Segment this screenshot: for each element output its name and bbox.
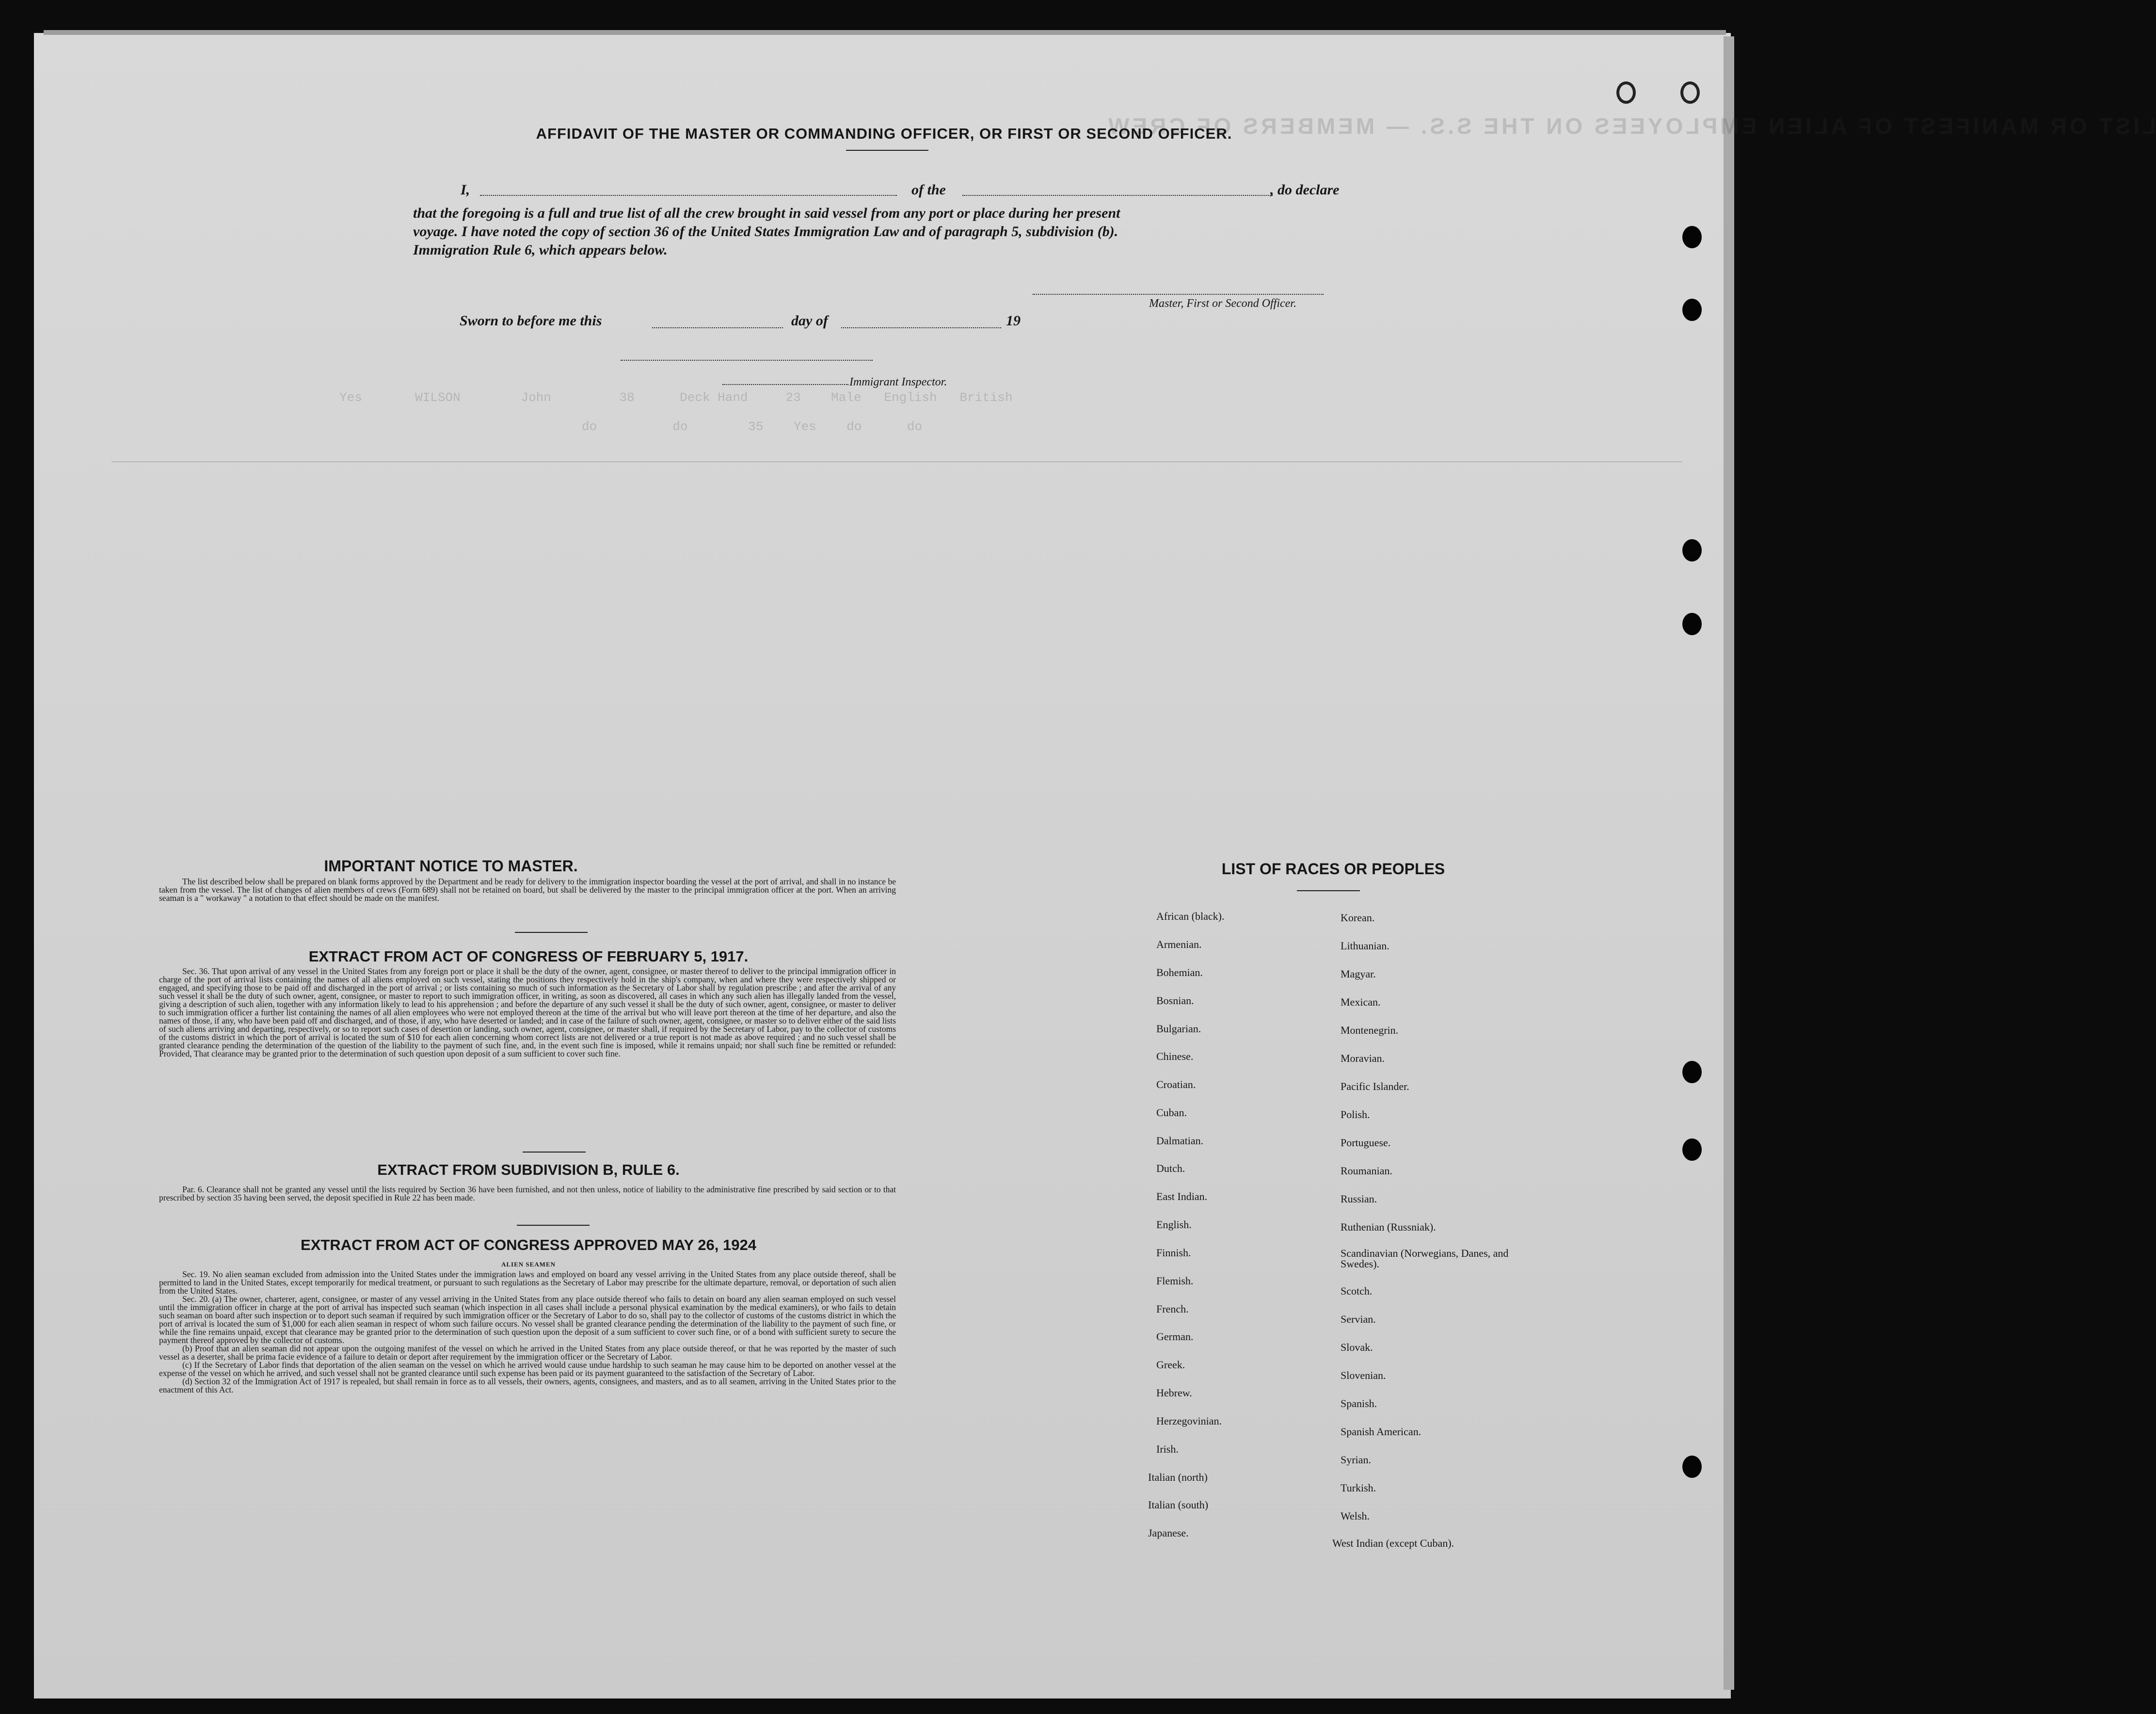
binder-hole	[1682, 613, 1702, 635]
race-item: Magyar.	[1341, 968, 1376, 980]
race-item: West Indian (except Cuban).	[1332, 1537, 1454, 1549]
race-item: English.	[1156, 1218, 1192, 1231]
affidavit-declare-label: , do declare	[1270, 182, 1340, 198]
page-edge-right	[1724, 36, 1734, 1690]
race-item: Scandinavian (Norwegians, Danes, and Swedes).	[1341, 1247, 1509, 1270]
races-underline	[1297, 890, 1360, 891]
race-item: Turkish.	[1341, 1482, 1376, 1494]
race-item: Irish.	[1156, 1443, 1179, 1455]
race-item: Polish.	[1341, 1108, 1370, 1121]
race-item: Bohemian.	[1156, 966, 1203, 978]
race-item: Bulgarian.	[1156, 1023, 1201, 1035]
sworn-label: Sworn to before me this	[460, 313, 602, 329]
notice-title: IMPORTANT NOTICE TO MASTER.	[324, 857, 578, 875]
inspector-label: Immigrant Inspector.	[849, 376, 947, 388]
race-item: Greek.	[1156, 1359, 1185, 1371]
extract-1924-sec20c: (c) If the Secretary of Labor finds that deportation of the alien seaman on the vessel on which he arrived would cause undue hardship to such seaman he may cause him to be deported on another vessel at the expense of the vessel on which he arrived, and such vessel shall not be granted clearance until such expense has been paid or its payment guaranteed to the satisfaction of the Secretary of Labor.	[159, 1360, 896, 1378]
bleed-through-text: LIST OR MANIFEST OF ALIEN EMPLOYEES ON THE S.S. — MEMBERS OF CREW	[1105, 113, 2156, 139]
binder-hole	[1682, 539, 1702, 561]
race-item: Slovak.	[1341, 1341, 1373, 1353]
inspector-signature-field[interactable]	[621, 360, 873, 361]
race-item: Italian (north)	[1148, 1471, 1208, 1483]
affidavit-i-label: I,	[461, 182, 470, 198]
binder-hole	[1682, 299, 1702, 321]
race-item: Armenian.	[1156, 938, 1202, 950]
race-item: Lithuanian.	[1341, 940, 1389, 952]
extract-1924-subtitle: ALIEN SEAMEN	[501, 1261, 556, 1268]
notice-paragraph: The list described below shall be prepared on blank forms approved by the Department and be ready for delivery to the immigration inspector boarding the vessel at the port of arrival, and shall in no instance be taken from the vessel. The list of changes of alien members of crews (Form 689) shall not be retained on board, but shall be delivered by the master to the principal immigration officer at the port. When an arriving seaman is a " workaway " a notation to that effect should be made on the manifest.	[159, 877, 896, 903]
extract-1924-sec19: Sec. 19. No alien seaman excluded from admission into the United States under the immigration laws and employed on board any vessel arriving in the United States from any place outside thereof, shall be permitted to land in the United States, except temporarily for medical treatment, or pursuant to such regulations as the Secretary of Labor may prescribe for the ultimate departure, removal, or deportation of such alien from the United States.	[159, 1269, 896, 1296]
race-item: Roumanian.	[1341, 1165, 1392, 1177]
race-item: Cuban.	[1156, 1106, 1187, 1119]
extract-1924-sec20d: (d) Section 32 of the Immigration Act of 1917 is repealed, but shall remain in force as to all vessels, their owners, agents, consignees, and masters, and as to all seamen, arriving in the United States prior to the enactment of this Act.	[159, 1377, 896, 1394]
extract-1924-sec20b: (b) Proof that an alien seaman did not appear upon the outgoing manifest of the vessel on which he arrived in the United States from any place outside thereof, or that he was reported by the master of such vessel as a deserter, shall be prima facie evidence of a failure to detain or deport after requirement by the immigration officer or the Secretary of Labor.	[159, 1344, 896, 1362]
affidavit-of-the-label: of the	[911, 182, 946, 198]
race-item: German.	[1156, 1330, 1194, 1343]
extract-1917-title: EXTRACT FROM ACT OF CONGRESS OF FEBRUARY 5, 1917.	[308, 948, 749, 965]
race-item: Mexican.	[1341, 996, 1381, 1008]
race-item: Moravian.	[1341, 1052, 1385, 1064]
race-item: Bosnian.	[1156, 994, 1194, 1007]
race-item: Portuguese.	[1341, 1137, 1391, 1149]
extract-1924-body	[159, 1270, 896, 1394]
race-item: Korean.	[1341, 912, 1375, 924]
race-item: Russian.	[1341, 1193, 1377, 1205]
race-item: Syrian.	[1341, 1454, 1371, 1466]
year-label: 19	[1006, 313, 1021, 329]
affidavit-text-line-2: voyage. I have noted the copy of section 36 of the United States Immigration Law and of paragraph 5, subdivision (b).	[413, 224, 1118, 240]
races-title: LIST OF RACES OR PEOPLES	[1221, 860, 1445, 878]
race-item: Chinese.	[1156, 1050, 1194, 1062]
race-item: African (black).	[1156, 910, 1225, 922]
race-item: Slovenian.	[1341, 1369, 1386, 1381]
notice-body	[159, 878, 896, 902]
extract-rule6-paragraph: Par. 6. Clearance shall not be granted any vessel until the lists required by Section 36 have been furnished, and not then unless, notice of liability to the administrative fine prescribed by said section or to that prescribed by section 35 having been served, the deposit specified in Rule 22 has been made.	[159, 1185, 896, 1202]
binder-hole	[1682, 1456, 1702, 1478]
binder-hole	[1680, 81, 1700, 104]
extract-rule6-title: EXTRACT FROM SUBDIVISION B, RULE 6.	[377, 1161, 680, 1178]
section-divider	[523, 1152, 586, 1153]
binder-hole	[1682, 1138, 1702, 1161]
race-item: Pacific Islander.	[1341, 1080, 1409, 1092]
sworn-day-field[interactable]	[652, 327, 783, 328]
inspector-signature-field-2[interactable]	[722, 384, 848, 385]
binder-hole	[1616, 81, 1636, 104]
affidavit-title: AFFIDAVIT OF THE MASTER OR COMMANDING OFFICER, OR FIRST OR SECOND OFFICER.	[536, 125, 1232, 142]
race-item: Finnish.	[1156, 1247, 1191, 1259]
master-signature-field[interactable]	[1033, 294, 1324, 295]
sworn-month-field[interactable]	[841, 327, 1001, 328]
race-item: East Indian.	[1156, 1190, 1208, 1202]
section-divider	[515, 932, 588, 933]
section-divider	[517, 1225, 590, 1226]
race-item: Scotch.	[1341, 1285, 1373, 1297]
race-item: Dalmatian.	[1156, 1135, 1204, 1147]
affidavit-text-line-3: Immigration Rule 6, which appears below.	[413, 242, 668, 258]
vessel-field[interactable]	[962, 195, 1273, 196]
page-edge-top	[44, 30, 1726, 35]
affidavit-text-line-1: that the foregoing is a full and true list of all the crew brought in said vessel from any port or place during her present	[413, 205, 1120, 221]
race-item: Spanish.	[1341, 1397, 1377, 1410]
race-item: Flemish.	[1156, 1275, 1194, 1287]
race-item: Welsh.	[1341, 1510, 1370, 1522]
race-item: French.	[1156, 1303, 1189, 1315]
extract-1917-body	[159, 967, 896, 1058]
race-item: Hebrew.	[1156, 1387, 1192, 1399]
race-item: Spanish American.	[1341, 1426, 1421, 1438]
race-item: Dutch.	[1156, 1162, 1185, 1174]
master-signature-label: Master, First or Second Officer.	[1149, 297, 1296, 310]
race-item: Servian.	[1341, 1313, 1376, 1325]
bleed-through-rows: Yes WILSON John 38 Deck Hand 23 Male English British do do 35 Yes do do	[339, 390, 1013, 434]
race-item: Croatian.	[1156, 1078, 1196, 1090]
race-item: Japanese.	[1148, 1527, 1189, 1539]
extract-1924-title: EXTRACT FROM ACT OF CONGRESS APPROVED MAY 26, 1924	[301, 1236, 756, 1253]
title-underline	[846, 150, 928, 151]
extract-1917-paragraph: Sec. 36. That upon arrival of any vessel in the United States from any foreign port or place it shall be the duty of the owner, agent, consignee, or master thereof to deliver to the principal immigration officer in charge of the port of arrival lists containing the names of all aliens employed on such vessel, stating the positions they respectively hold in the ship's company, when and where they were respectively shipped or engaged, and specifying those to be paid off and discharged in the port of arrival ; or lists containing so much of such information as the Secretary of Labor shall by regulation prescribe ; and after the arrival of any such vessel it shall be the duty of such owner, agent, consignee, or master to report to such immigration officer, in writing, as soon as discovered, all cases in which any such alien has illegally landed from the vessel, giving a description of such alien, together with any information likely to lead to his apprehension ; and before the departure of any such vessel it shall be the duty of such owner, agent, consignee, or master to deliver to such immigration officer a further list containing the names of all alien employees who were not employed thereon at the time of the arrival but who will leave port thereon at the time of her departure, and also the names of those, if any, who have been paid off and discharged, and of those, if any, who have deserted or landed; and in case of the failure of such owner, agent, consignee, or master so to deliver either of the said lists of such aliens arriving and departing, respectively, or so to report such cases of desertion or landing, such owner, agent, consignee, or master shall, if required by the Secretary of Labor, pay to the collector of customs of the customs district in which the port of arrival is located the sum of $10 for each alien concerning whom correct lists are not delivered or a true report is not made as above required ; and no such vessel shall be granted clearance pending the determination of the question of the liability to the payment of such fine, and, in the event such fine is imposed, while it remains unpaid; nor shall such fine be remitted or refunded: Provided, That clearance may be granted prior to the determination of such question upon deposit of a sum sufficient to cover such fine.	[159, 966, 896, 1058]
race-item: Herzegovinian.	[1156, 1415, 1222, 1427]
day-of-label: day of	[791, 313, 828, 329]
race-item: Montenegrin.	[1341, 1024, 1399, 1036]
extract-1924-sec20a: Sec. 20. (a) The owner, charterer, agent, consignee, or master of any vessel arriving in the United States from any place outside thereof who fails to detain on board any alien seaman employed on such vessel until the immigration officer in charge at the port of arrival has inspected such seaman (which inspection in all cases shall include a personal physical examination by the medical examiners), or who fails to detain such seaman on board after such inspection or to deport such seaman if required by such immigration officer or the Secretary of Labor to do so, shall pay to the collector of customs of the customs district in which the port of arrival is located the sum of $1,000 for each alien seaman in respect of whom such failure occurs. No vessel shall be granted clearance pending the determination of the liability to the payment of such fine, or while the fine remains unpaid, except that clearance may be granted prior to the determination of such question upon the deposit of a sum sufficient to cover such fine, or of a bond with sufficient surety to secure the payment thereof approved by the collector of customs.	[159, 1294, 896, 1345]
race-item: Ruthenian (Russniak).	[1341, 1221, 1436, 1233]
binder-hole	[1682, 1061, 1702, 1083]
race-item: Italian (south)	[1148, 1499, 1209, 1511]
extract-rule6-body	[159, 1185, 896, 1202]
binder-hole	[1682, 226, 1702, 248]
name-field[interactable]	[480, 195, 897, 196]
